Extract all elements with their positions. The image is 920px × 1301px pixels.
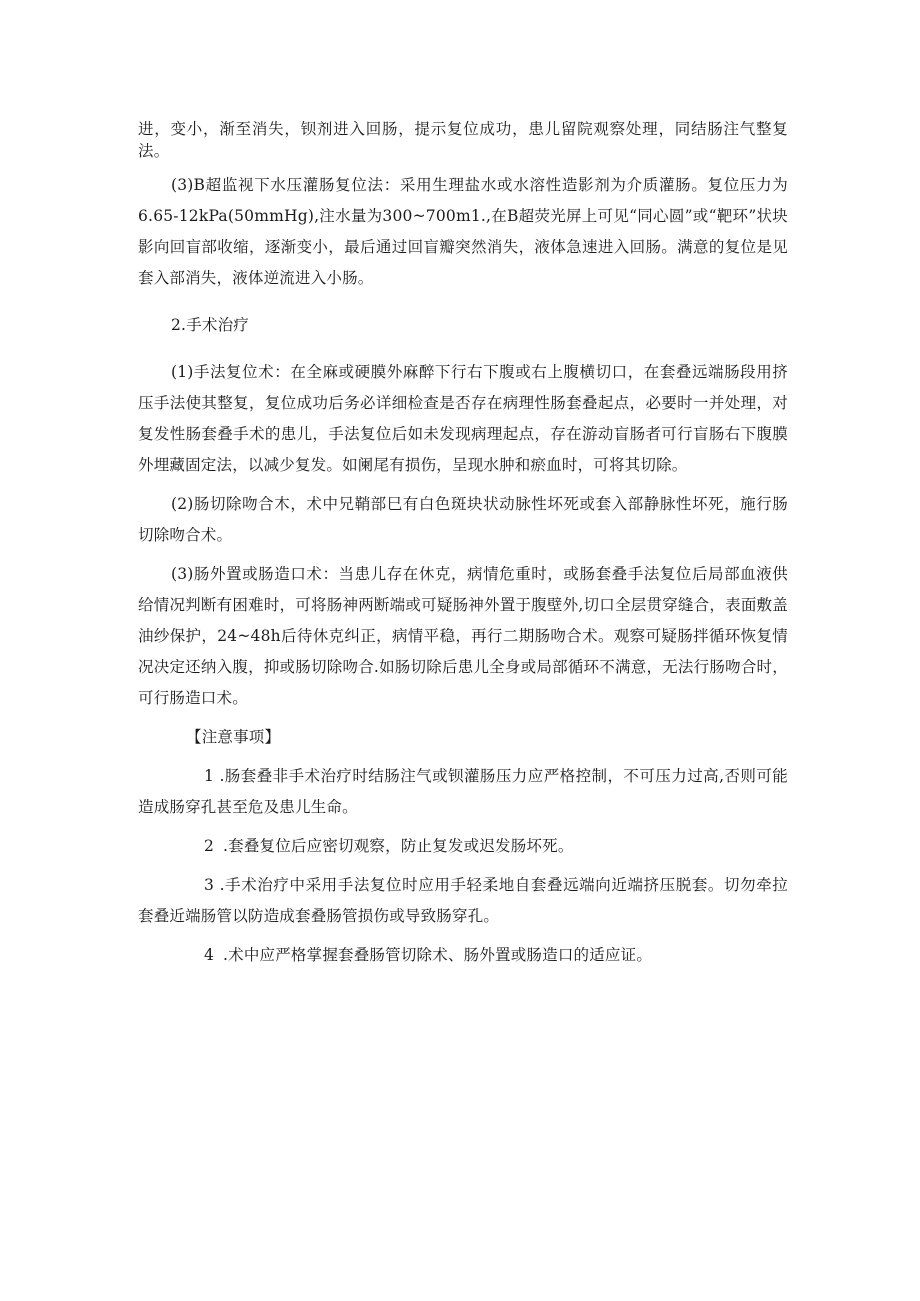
notice-heading: 【注意事项】 (186, 728, 281, 746)
notice-item (138, 831, 788, 862)
notice-item-text: .套叠复位后应密切观察，防止复发或迟发肠坏死。 (223, 837, 574, 855)
paragraph-manual-reduction: (1)手法复位术：在全麻或硬膜外麻醉下行右下腹或右上腹横切口，在套叠远端肠段用挤压手法使其整复，复位成功后务必详细检查是否存在病理性肠套叠起点，必要时一并处理，对复发性肠套叠手术的患儿，手法复位后如未发现病理起点，存在游动盲肠者可行盲肠右下腹膜外埋藏固定法，以减少复发。如阑尾有损伤，呈现水肿和瘀血时，可将其切除。 (138, 363, 788, 474)
paragraph-ultrasound-reduction: (3)B超监视下水压灌肠复位法：采用生理盐水或水溶性造影剂为介质灌肠。复位压力为6.65-12kPa(50mmHg),注水量为300~700m1.,在B超荧光屏上可见“同心圆”或“靶环”状块影向回盲部收缩，逐渐变小，最后通过回盲瓣突然消失，液体急速进入回肠。满意的复位是见套入部消失，液体逆流进入小肠。 (138, 176, 788, 287)
notice-item-text: .术中应严格掌握套叠肠管切除术、肠外置或肠造口的适应证。 (223, 946, 653, 964)
section-heading-surgery: 2.手术治疗 (171, 316, 249, 334)
notice-item-number: 3 (204, 876, 215, 894)
notice-item-text: .手术治疗中采用手法复位时应用手轻柔地自套叠远端向近端挤压脱套。切勿牵拉套叠近端肠管以防造成套叠肠管损伤或导致肠穿孔。 (138, 876, 788, 925)
paragraph-exteriorization: (3)肠外置或肠造口术：当患儿存在休克，病情危重时，或肠套叠手法复位后局部血液供给情况判断有困难时，可将肠神两断端或可疑肠神外置于腹壁外,切口全层贯穿缝合，表面敷盖油纱保护，24~48h后待休克纠正，病情平稳，再行二期肠吻合术。观察可疑肠拌循环恢复情况决定还纳入腹，抑或肠切除吻合.如肠切除后患儿全身或局部循环不满意，无法行肠吻合时，可行肠造口术。 (138, 565, 788, 707)
notice-item (138, 761, 788, 823)
paragraph-resection-anastomosis: (2)肠切除吻合木，术中兄鞘部巳有白色斑块状动脉性坏死或套入部静脉性坏死，施行肠切除吻合术。 (138, 495, 788, 544)
document-body (138, 118, 788, 971)
paragraph-continuation: 进，变小，渐至消失，钡剂进入回肠，提示复位成功，患儿留院观察处理，同结肠注气整复法。 (138, 120, 788, 160)
notice-item (138, 940, 788, 971)
notice-item-number: 2 (204, 837, 215, 855)
notice-item (138, 870, 788, 932)
notice-item-number: 1 (204, 767, 215, 785)
notice-item-number: 4 (204, 946, 215, 964)
notice-item-text: .肠套叠非手术治疗时结肠注气或钡灌肠压力应严格控制，不可压力过高,否则可能造成肠穿孔甚至危及患儿生命。 (138, 767, 788, 816)
